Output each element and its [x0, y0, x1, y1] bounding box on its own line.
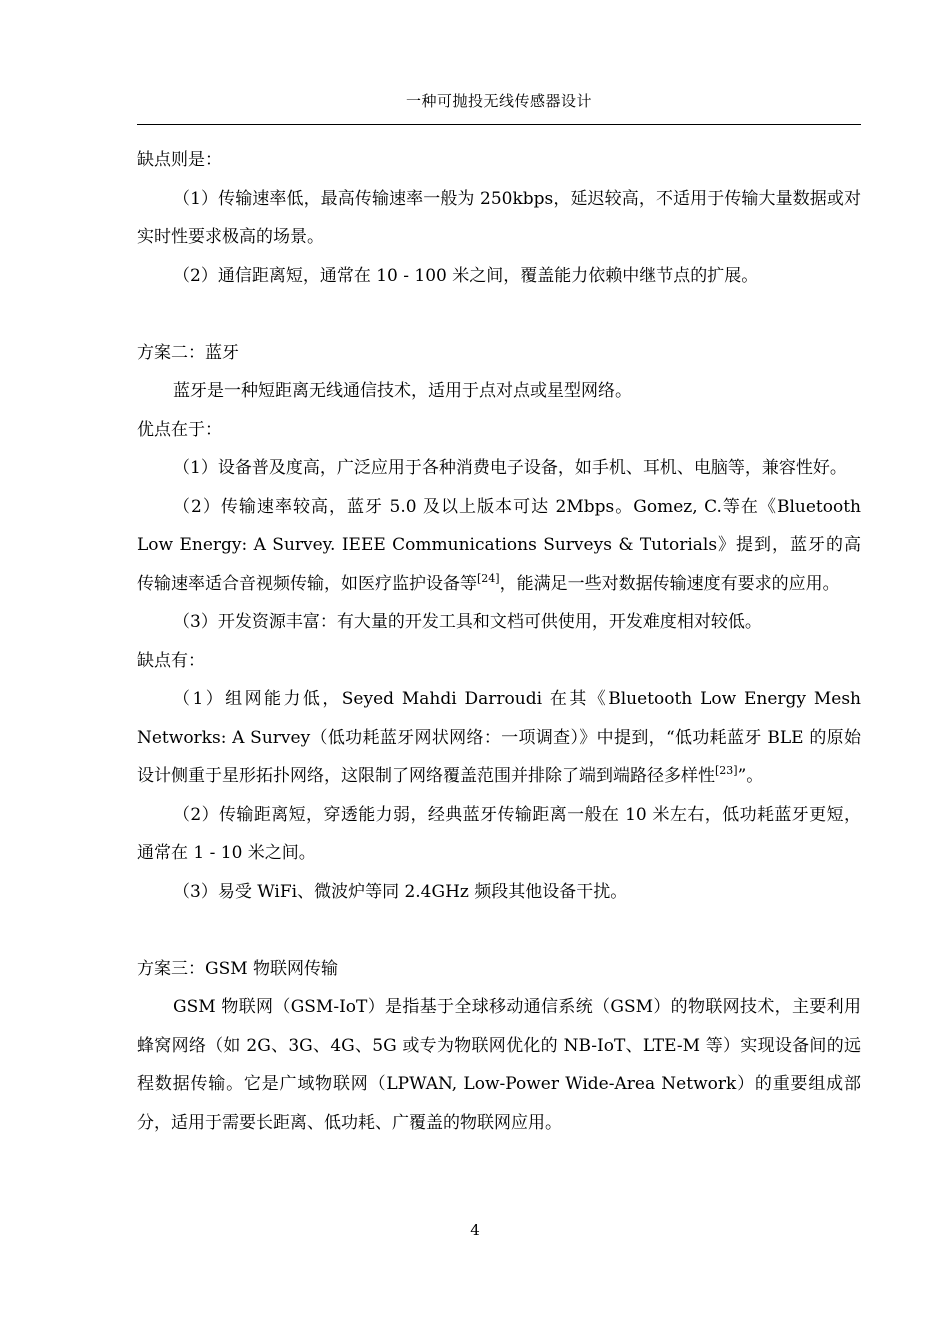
paragraph-advantage-3: （3）开发资源丰富：有大量的开发工具和文档可供使用，开发难度相对较低。 [173, 612, 762, 632]
paragraph-disadvantages-intro: 缺点则是： [137, 150, 222, 170]
citation-23: [23] [715, 764, 738, 777]
bt-disadvantage-1-text: （1）组网能力低，Seyed Mahdi Darroudi 在其《Bluetooth Low Energy Mesh Networks: A Survey（低功耗蓝牙网状网络：一项调查）》中提到，“低功耗蓝牙 BLE 的原始设计侧重于星形拓扑网络，这限制了网络覆盖范围并排除了端到端路径多样性 [137, 689, 861, 786]
page-number: 4 [470, 1221, 480, 1239]
bt-disadvantage-1-text-end: ”。 [737, 766, 764, 786]
paragraph-gsm-intro: GSM 物联网（GSM-IoT）是指基于全球移动通信系统（GSM）的物联网技术，主要利用蜂窝网络（如 2G、3G、4G、5G 或专为物联网优化的 NB-IoT、LTE-M 等）实现设备间的远程数据传输。它是广域物联网（LPWAN, Low-Power Wide-Area Network）的重要组成部分，适用于需要长距离、低功耗、广覆盖的物联网应用。 [137, 997, 861, 1133]
paragraph-advantage-2 [137, 488, 861, 604]
header-rule [137, 124, 861, 125]
paragraph-disadvantages-bt-intro: 缺点有： [137, 650, 205, 671]
paragraph-advantages-intro: 优点在于： [137, 419, 222, 440]
paragraph-bt-disadvantage-1 [137, 680, 861, 796]
heading-scheme-3: 方案三：GSM 物联网传输 [137, 958, 339, 979]
citation-24: [24] [477, 571, 500, 585]
advantage-2-text: （2）传输速率较高，蓝牙 5.0 及以上版本可达 2Mbps。Gomez, C.等在《Bluetooth Low Energy: A Survey. IEEE Communications Surveys & Tutorials》提到，蓝牙的高传输速率适合音视频传输，如医疗监护设备等 [137, 496, 861, 594]
paragraph-bt-disadvantage-3: （3）易受 WiFi、微波炉等同 2.4GHz 频段其他设备干扰。 [173, 881, 628, 902]
paragraph-disadvantage-1: （1）传输速率低，最高传输速率一般为 250kbps，延迟较高，不适用于传输大量数据或对实时性要求极高的场景。 [137, 188, 861, 247]
paragraph-advantage-1: （1）设备普及度高，广泛应用于各种消费电子设备，如手机、耳机、电脑等，兼容性好。 [173, 458, 847, 478]
paragraph-disadvantage-2: （2）通信距离短，通常在 10 - 100 米之间，覆盖能力依赖中继节点的扩展。 [173, 265, 759, 286]
heading-scheme-2: 方案二：蓝牙 [137, 342, 239, 363]
advantage-2-text-end: ，能满足一些对数据传输速度有要求的应用。 [499, 573, 840, 594]
body-text [137, 141, 861, 1142]
paragraph-bt-disadvantage-2: （2）传输距离短，穿透能力弱，经典蓝牙传输距离一般在 10 米左右，低功耗蓝牙更短，通常在 1 - 10 米之间。 [137, 804, 861, 863]
running-header: 一种可抛投无线传感器设计 [405, 92, 592, 110]
paragraph-bluetooth-intro: 蓝牙是一种短距离无线通信技术，适用于点对点或星型网络。 [173, 381, 632, 401]
